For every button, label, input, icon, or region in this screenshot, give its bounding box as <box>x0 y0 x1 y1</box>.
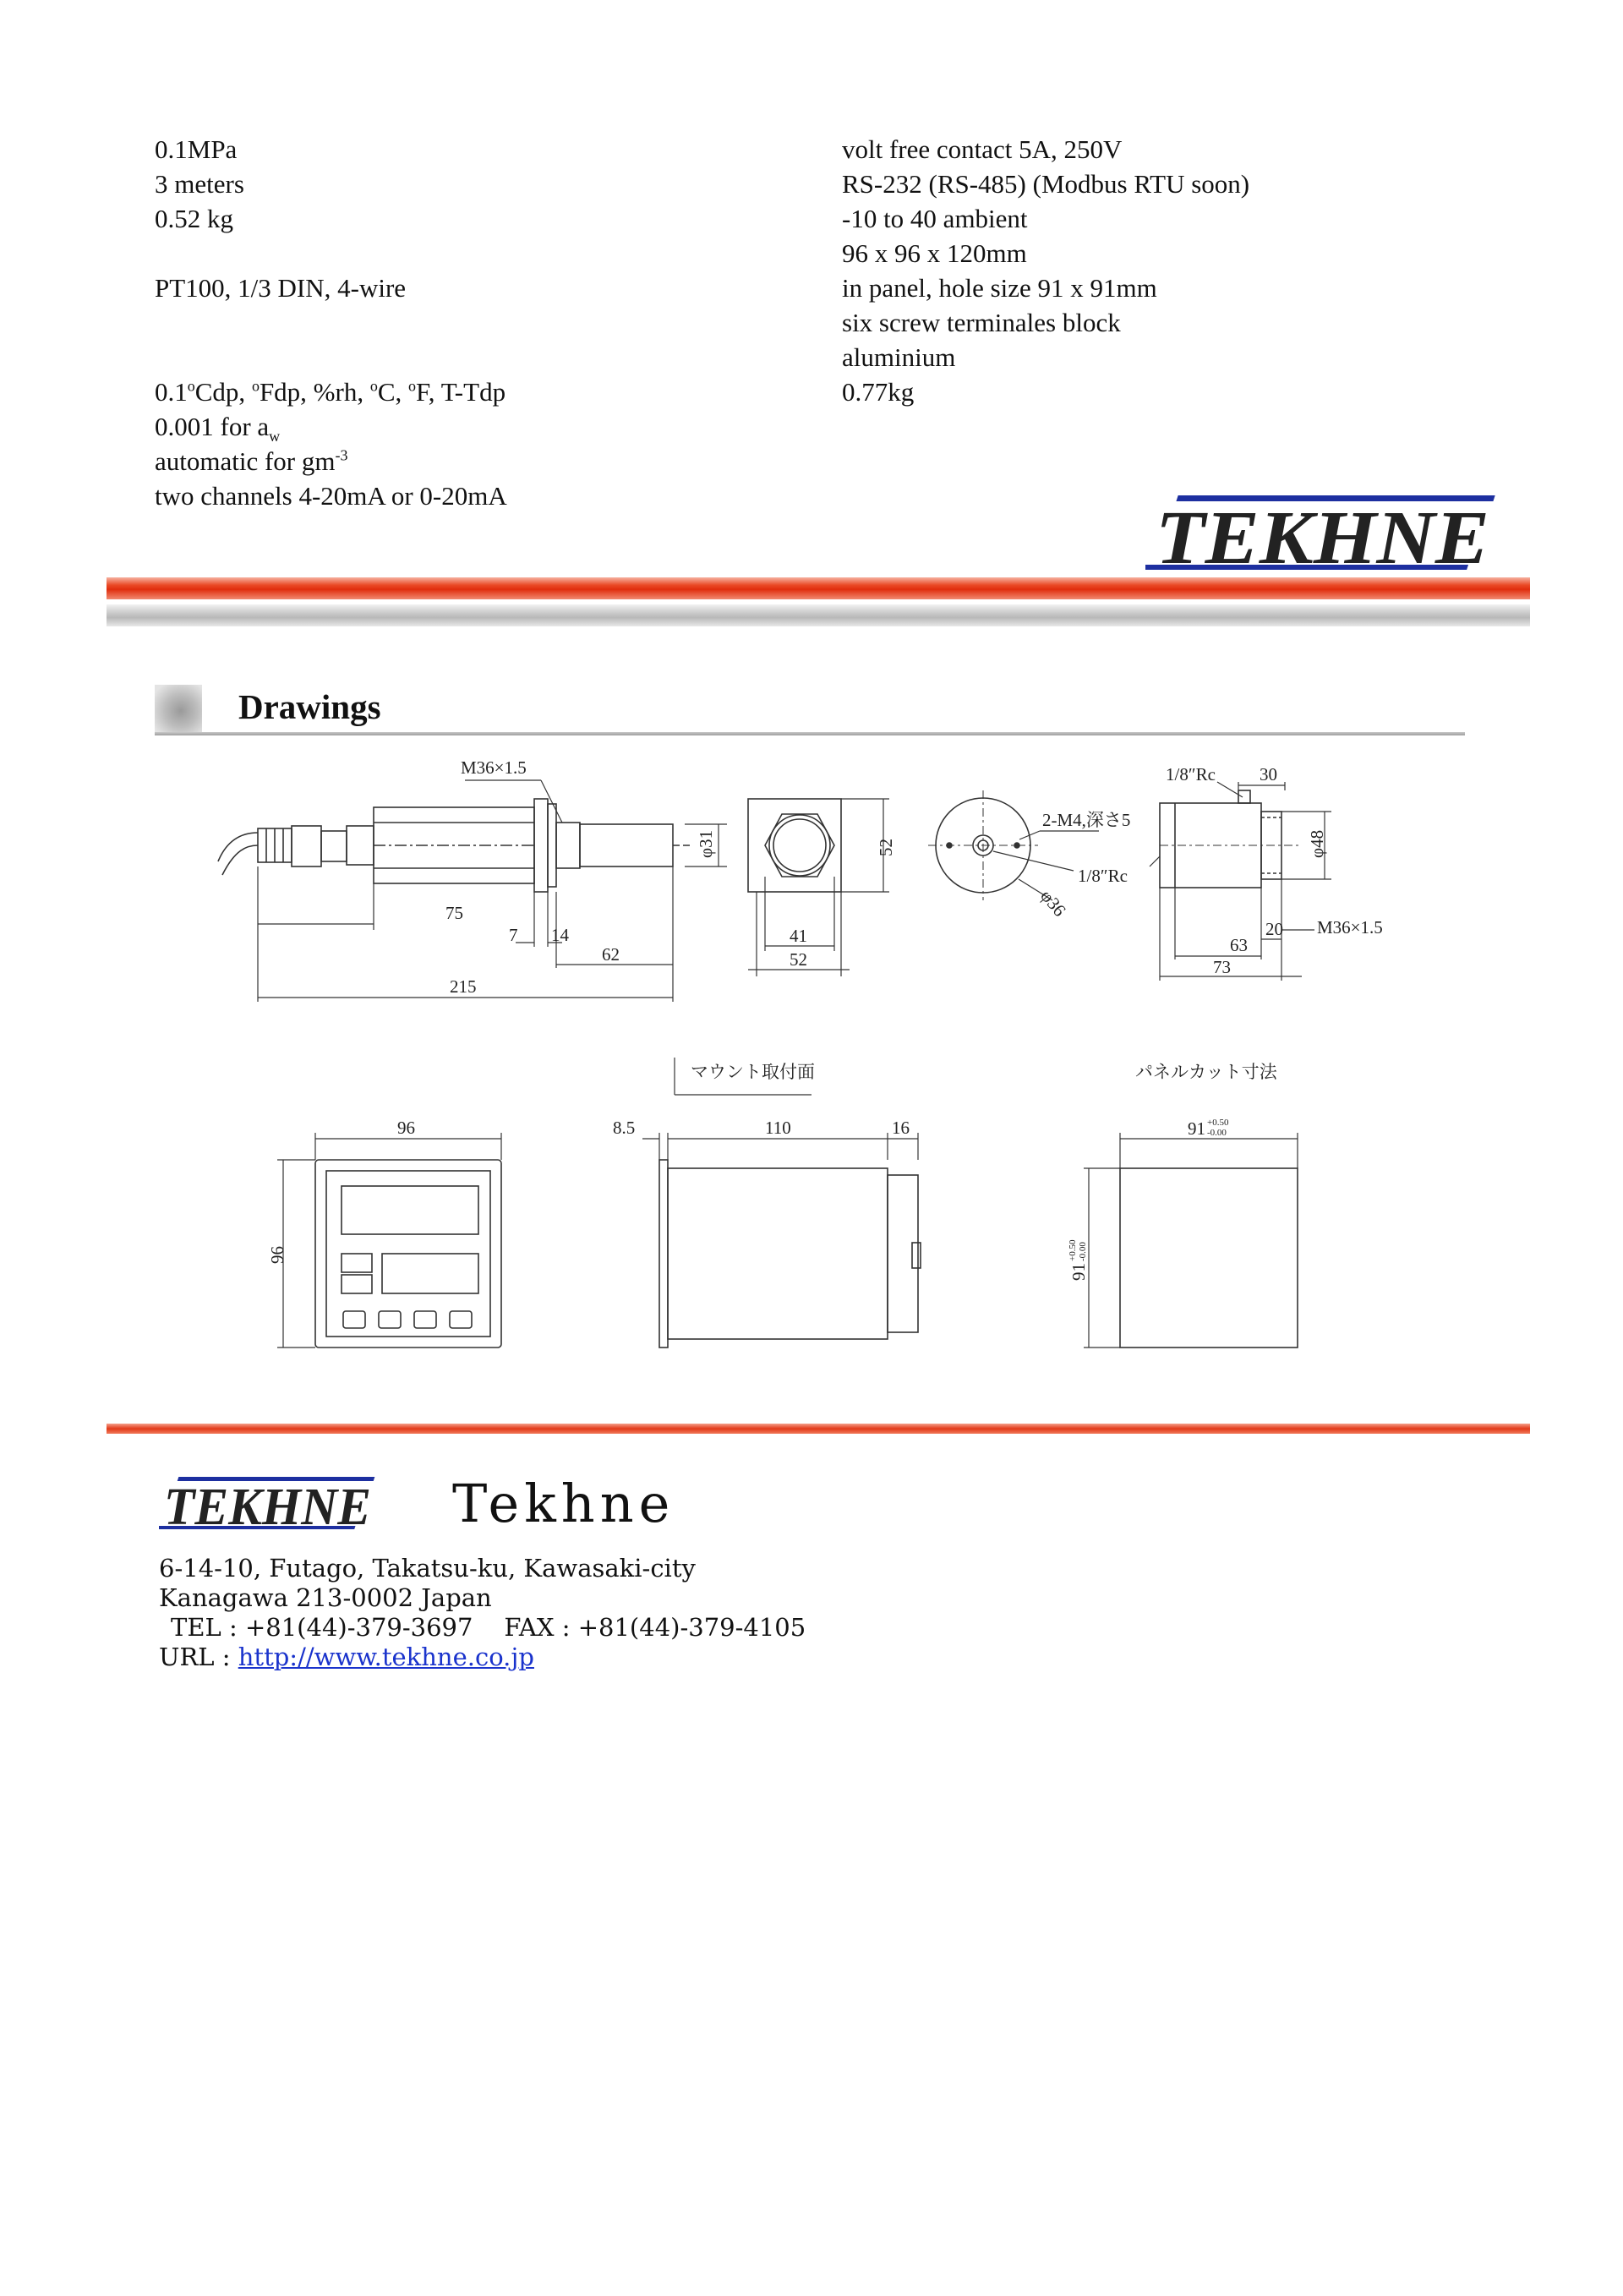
spec-values-left <box>155 132 797 513</box>
dim-label: 16 <box>892 1118 910 1138</box>
panel-cut-width-dim <box>1188 1118 1229 1139</box>
dim-label: 75 <box>445 903 463 923</box>
tolerance-minus: -0.00 <box>1207 1128 1227 1138</box>
drawings-panel-row <box>0 1052 1623 1357</box>
mount-surface-label: マウント取付面 <box>691 1062 815 1082</box>
spec-value-resolution: 0.1$^o$Cdp, $^o$Fdp, %rh, $^o$C, $^o$F, T-Tdp <box>155 377 506 407</box>
dim-label: 63 <box>1230 935 1248 955</box>
spec-value: RS-232 (RS-485) (Modbus RTU soon) <box>842 169 1250 199</box>
contact-phone-fax: TEL : +81(44)-379-3697 FAX : +81(44)-379-4105 <box>171 1613 806 1642</box>
dim-label: 110 <box>765 1118 791 1138</box>
dim-label: 91 <box>1188 1118 1205 1139</box>
dim-label: 30 <box>1260 764 1277 784</box>
section-divider <box>155 732 1465 735</box>
dim-label: 96 <box>397 1118 415 1138</box>
sampler-port-label: 1/8″Rc <box>1166 764 1216 784</box>
sampler-thread-label: M36×1.5 <box>1317 917 1383 938</box>
dim-diameter-label: φ31 <box>696 829 716 858</box>
spec-value: 96 x 96 x 120mm <box>842 238 1027 268</box>
spec-value-gm3: automatic for $gm^{-3}$ <box>155 446 348 476</box>
url-label: URL : <box>159 1643 238 1671</box>
tolerance-plus: +0.50 <box>1068 1239 1078 1261</box>
dim-label: 52 <box>876 839 896 856</box>
spec-value: six screw terminales block <box>842 308 1121 337</box>
dim-label: 52 <box>790 949 807 970</box>
panel-cut-label: パネルカット寸法 <box>1135 1062 1277 1082</box>
dim-label: 73 <box>1213 957 1231 977</box>
flange-port-label: 1/8″Rc <box>1078 866 1128 886</box>
dim-label: 14 <box>551 925 569 945</box>
dim-label: 62 <box>602 944 620 965</box>
section-title: Drawings <box>238 687 381 726</box>
company-name: Tekhne <box>452 1473 675 1534</box>
url-line <box>159 1643 806 1672</box>
dim-label: 7 <box>509 925 518 945</box>
spec-value: aluminium <box>842 342 956 372</box>
tolerance-plus: +0.50 <box>1207 1118 1229 1128</box>
tekhne-logo <box>1145 492 1500 577</box>
drawings-probe-row <box>0 748 1623 1027</box>
tekhne-logo <box>159 1475 379 1534</box>
spec-value: 0.1MPa <box>155 134 238 164</box>
spec-value: 0.77kg <box>842 377 915 407</box>
decorative-band-red <box>107 577 1530 599</box>
dim-label: 91 <box>1068 1263 1089 1281</box>
spec-value: volt free contact 5A, 250V <box>842 134 1123 164</box>
logo-wordmark: TEKHNE <box>164 1479 371 1534</box>
dim-label: φ48 <box>1307 829 1327 858</box>
decorative-band-gray <box>107 604 1530 626</box>
company-address <box>159 1554 806 1672</box>
spec-value: in panel, hole size 91 x 91mm <box>842 273 1157 303</box>
flange-diameter-label: φ36 <box>1036 885 1070 921</box>
address-line: 6-14-10, Futago, Takatsu-ku, Kawasaki-city <box>159 1554 696 1583</box>
spec-value-aw: 0.001 for $a_w$ <box>155 412 281 446</box>
logo-wordmark: TEKHNE <box>1156 496 1489 577</box>
dim-label: 96 <box>267 1246 287 1264</box>
tolerance-minus: -0.00 <box>1078 1242 1088 1261</box>
address-line: Kanagawa 213-0002 Japan <box>159 1583 492 1612</box>
decorative-band-red <box>107 1424 1530 1434</box>
spec-value: -10 to 40 ambient <box>842 204 1028 233</box>
section-marker-icon <box>155 685 202 732</box>
dim-label: 8.5 <box>613 1118 636 1138</box>
spec-value: PT100, 1/3 DIN, 4-wire <box>155 273 407 303</box>
spec-value: 0.52 kg <box>155 204 233 233</box>
dim-label: 41 <box>790 926 807 946</box>
dim-label: 20 <box>1265 919 1283 939</box>
dim-label: 215 <box>450 976 477 997</box>
spec-value: two channels 4-20mA or 0-20mA <box>155 481 507 511</box>
spec-values-right <box>842 132 1484 409</box>
panel-cut-height-dim <box>1068 1239 1089 1281</box>
website-link[interactable]: http://www.tekhne.co.jp <box>238 1643 534 1671</box>
dim-thread-label: M36×1.5 <box>461 757 527 778</box>
spec-value: 3 meters <box>155 169 244 199</box>
flange-holes-label: 2-M4,深さ5 <box>1042 810 1131 830</box>
